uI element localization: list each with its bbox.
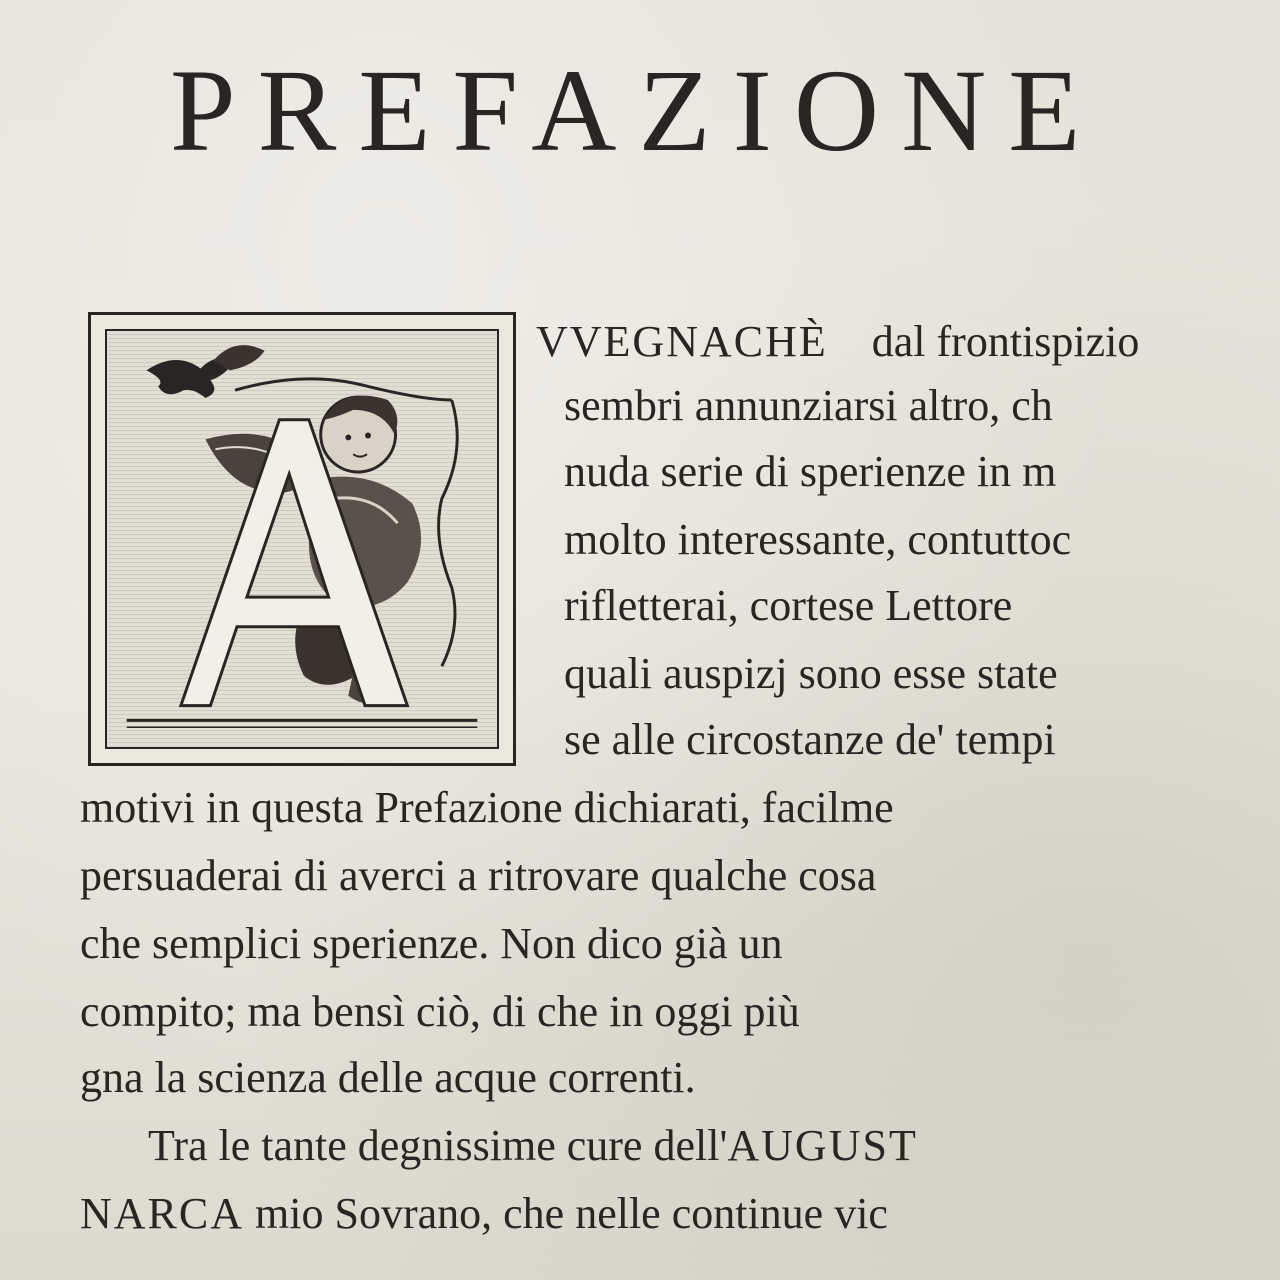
text-line-12: gna la scienza delle acque correnti.	[80, 1053, 696, 1102]
text-line-trail: AUGUST	[727, 1121, 918, 1170]
cherub-illustration-icon	[107, 331, 497, 747]
text-line-3: nuda serie di sperienze in m	[564, 447, 1057, 496]
initial-frame	[105, 329, 499, 749]
text-line-body: mio Sovrano, che nelle continue vic	[255, 1189, 888, 1238]
decorated-initial	[88, 312, 516, 766]
text-line-7: se alle circostanze de' tempi	[564, 715, 1056, 764]
text-line-10: che semplici sperienze. Non dico già un	[80, 919, 783, 968]
text-line-9: persuaderai di averci a ritrovare qualche cosa	[80, 851, 877, 900]
text-line-6: quali auspizj sono esse state	[564, 649, 1058, 698]
text-line-14	[80, 1189, 888, 1238]
text-line-lead: NARCA	[80, 1189, 245, 1238]
text-line-4: molto interessante, contuttoc	[564, 515, 1072, 564]
text-line-1	[536, 317, 1140, 366]
text-line-8: motivi in questa Prefazione dichiarati, facilme	[80, 783, 894, 832]
text-line-body: dal frontispizio	[871, 317, 1140, 366]
text-line-lead: VVEGNACHÈ	[536, 317, 828, 366]
text-line-body: Tra le tante degnissime cure dell'	[148, 1121, 728, 1170]
text-line-5: rifletterai, cortese Lettore	[564, 581, 1013, 630]
text-line-2: sembri annunziarsi altro, ch	[564, 381, 1053, 430]
text-line-13	[148, 1121, 918, 1170]
page-title: PREFAZIONE	[170, 45, 1103, 176]
text-line-11: compito; ma bensì ciò, di che in oggi più	[80, 987, 800, 1036]
